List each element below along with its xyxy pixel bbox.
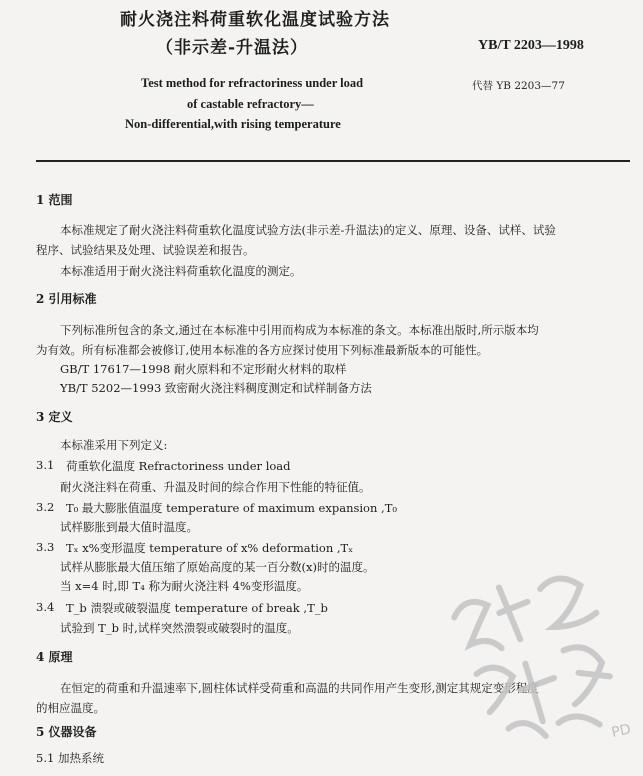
reference-item: GB/T 17617—1998 耐火原料和不定形耐火材料的取样 bbox=[60, 362, 347, 376]
definition-number: 3.1 bbox=[36, 458, 55, 472]
definition-body: 试样膨胀到最大值时温度。 bbox=[60, 520, 198, 534]
document-title: 耐火浇注料荷重软化温度试验方法 bbox=[120, 10, 390, 30]
section-heading-principle: 4 原理 bbox=[36, 650, 73, 664]
definition-number: 3.3 bbox=[36, 540, 55, 554]
paragraph-line: 在恒定的荷重和升温速率下,圆柱体试样受荷重和高温的共同作用产生变形,测定其规定变形程度 bbox=[60, 681, 539, 695]
definition-term: 荷重软化温度 Refractoriness under load bbox=[66, 459, 291, 473]
section-heading-apparatus: 5 仪器设备 bbox=[36, 725, 97, 739]
english-title-line-3: Non-differential,with rising temperature bbox=[125, 117, 341, 131]
document-subtitle: （非示差-升温法） bbox=[156, 38, 309, 58]
paragraph-line: 下列标准所包含的条文,通过在本标准中引用而构成为本标准的条文。本标准出版时,所示版本均 bbox=[60, 323, 539, 337]
watermark-label: PD bbox=[610, 721, 633, 742]
definition-body: 试验到 T_b 时,试样突然溃裂或破裂时的温度。 bbox=[60, 621, 299, 635]
paragraph-line: 本标准采用下列定义: bbox=[60, 438, 168, 452]
header-divider bbox=[36, 160, 630, 162]
definition-term: T_b 溃裂或破裂温度 temperature of break ,T_b bbox=[66, 601, 328, 615]
definition-body: 试样从膨胀最大值压缩了原始高度的某一百分数(x)时的温度。 bbox=[60, 560, 375, 574]
standard-code: YB/T 2203—1998 bbox=[478, 38, 584, 53]
paragraph-line: 为有效。所有标准都会被修订,使用本标准的各方应探讨使用下列标准最新版本的可能性。 bbox=[36, 343, 489, 357]
subsection-heading: 5.1 加热系统 bbox=[36, 751, 104, 765]
english-title-line-1: Test method for refractoriness under load bbox=[141, 76, 364, 90]
section-heading-scope: 1 范围 bbox=[36, 193, 73, 207]
definition-number: 3.2 bbox=[36, 500, 55, 514]
paragraph-line: 本标准规定了耐火浇注料荷重软化温度试验方法(非示差-升温法)的定义、原理、设备、试样、试验 bbox=[60, 223, 556, 237]
definition-body: 当 x=4 时,即 T₄ 称为耐火浇注料 4%变形温度。 bbox=[60, 579, 309, 593]
definition-number: 3.4 bbox=[36, 600, 55, 614]
paragraph-line: 程序、试验结果及处理、试验误差和报告。 bbox=[36, 243, 255, 257]
definition-term: Tₓ x%变形温度 temperature of x% deformation ,Tₓ bbox=[66, 541, 354, 555]
english-title-line-2: of castable refractory— bbox=[187, 97, 314, 111]
definition-term: T₀ 最大膨胀值温度 temperature of maximum expansion ,T₀ bbox=[66, 501, 397, 515]
paragraph-line: 的相应温度。 bbox=[36, 701, 105, 715]
section-heading-definitions: 3 定义 bbox=[36, 410, 73, 424]
section-heading-references: 2 引用标准 bbox=[36, 292, 97, 306]
replaces-note: 代替 YB 2203—77 bbox=[472, 80, 565, 92]
reference-item: YB/T 5202—1993 致密耐火浇注料稠度测定和试样制备方法 bbox=[60, 381, 372, 395]
watermark-seal bbox=[436, 544, 643, 776]
paragraph-line: 本标准适用于耐火浇注料荷重软化温度的测定。 bbox=[60, 264, 302, 278]
definition-body: 耐火浇注料在荷重、升温及时间的综合作用下性能的特征值。 bbox=[60, 480, 371, 494]
